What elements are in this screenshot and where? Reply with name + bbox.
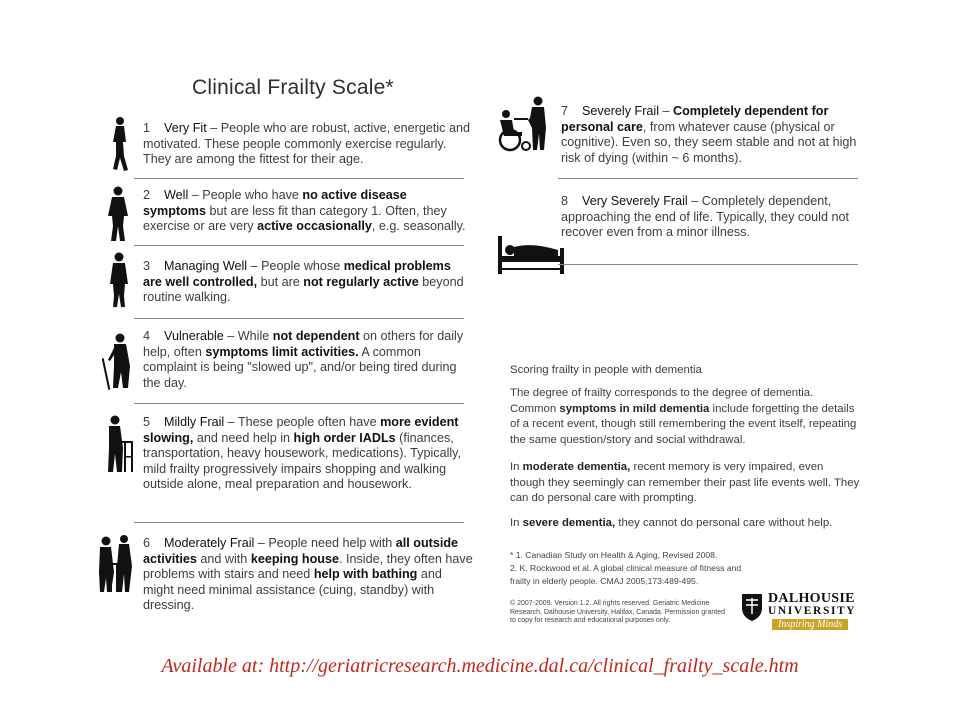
divider	[134, 245, 464, 246]
divider	[134, 403, 464, 404]
frailty-level-7: 7 Severely Frail – Completely dependent for personal care, from whatever cause (physical or cognitive). Even so, they seem stable and not at high risk of dying (within ~ 6 months).	[561, 104, 857, 165]
dalhousie-crest-icon	[740, 592, 764, 622]
source-link[interactable]: Available at: http://geriatricresearch.medicine.dal.ca/clinical_frailty_scale.htm	[161, 655, 799, 677]
divider	[134, 178, 464, 179]
page-title: Clinical Frailty Scale*	[192, 76, 394, 99]
very-fit-figure-icon	[108, 116, 132, 172]
mildly-frail-figure-icon	[104, 414, 134, 474]
moderately-frail-figure-icon	[96, 534, 136, 594]
frailty-level-6: 6 Moderately Frail – People need help with all outside activities and with keeping house. Inside, they often have problems with stairs and need help with bathing and might need minimal assistance (cuing, standby) with dressing.	[143, 536, 473, 613]
frailty-level-3: 3 Managing Well – People whose medical problems are well controlled, but are not regularly active beyond routine walking.	[143, 259, 464, 305]
frailty-level-1: 1 Very Fit – People who are robust, active, energetic and motivated. These people commonly exercise regularly. They are among the fittest for their age.	[143, 121, 470, 167]
reference-2: 2. K. Rockwood et al. A global clinical measure of fitness and frailty in elderly people. CMAJ 2005;173:489-495.	[510, 563, 742, 586]
frailty-level-4: 4 Vulnerable – While not dependent on others for daily help, often symptoms limit activities. A common complaint is being "slowed up", and/or being tired during the day.	[143, 329, 464, 390]
frailty-level-8: 8 Very Severely Frail – Completely dependent, approaching the end of life. Typically, they could not recover even from a minor illness.	[561, 194, 849, 240]
frailty-level-5: 5 Mildly Frail – These people often have more evident slowing, and need help in high order IADLs (finances, transportation, heavy housework, medications). Typically, mild frailty progressively impairs shopping and walking outside alone, meal preparation and housework.	[143, 415, 462, 492]
logo-university: UNIVERSITY	[768, 605, 857, 617]
divider	[134, 318, 464, 319]
dementia-paragraph-2: In moderate dementia, recent memory is very impaired, even though they seemingly can remember their past life events well. They can do personal care with prompting.	[510, 461, 860, 505]
dementia-paragraph-3: In severe dementia, they cannot do personal care without help.	[510, 517, 833, 529]
dementia-paragraph-1: The degree of frailty corresponds to the degree of dementia. Common symptoms in mild dementia include forgetting the details of a recent event, though still remembering the event itself, repeating the same question/story and social withdrawal.	[510, 387, 857, 446]
managing-well-figure-icon	[106, 252, 132, 308]
logo-dalhousie: DALHOUSIE	[768, 591, 855, 606]
frailty-level-2: 2 Well – People who have no active disease symptoms but are less fit than category 1. Often, they exercise or are very active occasionally, e.g. seasonally.	[143, 188, 466, 234]
copyright-notice: © 2007-2009. Version 1.2. All rights reserved. Geriatric Medicine Research, Dalhousie University, Halifax, Canada. Permission granted to copy for research and educational purposes only.	[510, 600, 726, 625]
well-figure-icon	[104, 186, 132, 242]
divider	[558, 264, 858, 265]
vulnerable-figure-icon	[102, 332, 136, 390]
bed-figure-icon	[496, 232, 568, 276]
dementia-heading: Scoring frailty in people with dementia	[510, 364, 702, 376]
divider	[558, 178, 858, 179]
wheelchair-figure-icon	[494, 96, 554, 152]
divider	[134, 522, 464, 523]
logo-tagline: Inspiring Minds	[772, 619, 848, 630]
reference-1: * 1. Canadian Study on Health & Aging, Revised 2008.	[510, 550, 718, 560]
